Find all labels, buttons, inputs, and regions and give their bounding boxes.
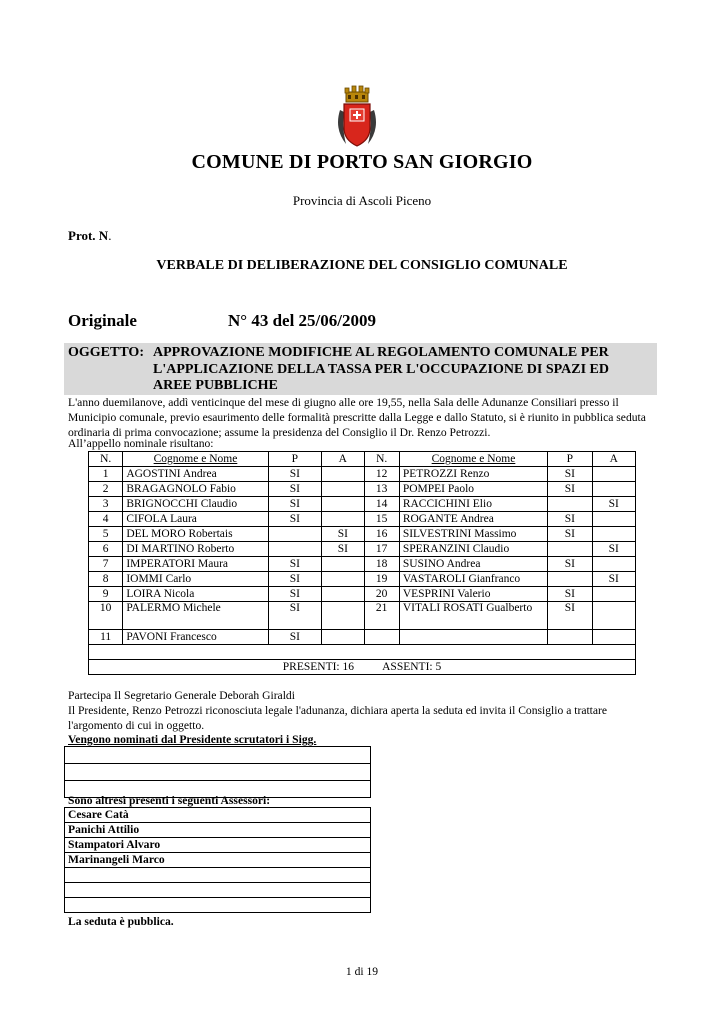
attendance-cell: SI — [268, 602, 321, 630]
attendance-cell: SI — [322, 527, 364, 542]
header-cell: N. — [89, 452, 123, 467]
attendance-cell: SI — [592, 542, 635, 557]
oggetto-line-1: APPROVAZIONE MODIFICHE AL REGOLAMENTO COMUNALE PER — [153, 345, 609, 360]
protocol-number — [68, 228, 111, 244]
scrutatore-cell — [65, 747, 371, 764]
attendance-cell: SI — [268, 467, 321, 482]
assessori-label: Sono altresì presenti i seguenti Assessori: — [68, 794, 271, 807]
attendance-summary-row — [89, 660, 636, 675]
attendance-cell: 14 — [364, 497, 399, 512]
scrutatori-table — [64, 746, 371, 798]
attendance-cell: SI — [268, 497, 321, 512]
attendance-cell — [592, 630, 635, 645]
assessori-table — [64, 807, 371, 913]
assessore-name — [65, 868, 371, 883]
intro-paragraph: L'anno duemilanove, addì venticinque del mese di giugno alle ore 19,55, nella Sala delle Adunanze Consiliari presso il Municipio comunale, previo esaurimento delle formalità prescritte dalla Legge e dallo Statuto, si è riunito in pubblica seduta ordinaria di prima convocazione; assume la presidenza del Consiglio il Dr. Renzo Petrozzi. — [68, 396, 646, 439]
attendance-cell — [322, 557, 364, 572]
attendance-cell: SI — [548, 557, 592, 572]
header-cell: A — [322, 452, 364, 467]
page-title: COMUNE DI PORTO SAN GIORGIO — [191, 151, 533, 173]
attendance-cell: SI — [268, 630, 321, 645]
attendance-row — [89, 602, 636, 630]
attendance-cell: SI — [268, 557, 321, 572]
page-number: 1 di 19 — [345, 965, 379, 978]
assessore-row — [65, 853, 371, 868]
assessore-name: Marinangeli Marco — [65, 853, 371, 868]
scrutatore-cell — [65, 764, 371, 781]
attendance-row — [89, 572, 636, 587]
attendance-cell: 15 — [364, 512, 399, 527]
attendance-cell: 1 — [89, 467, 123, 482]
assessore-name — [65, 883, 371, 898]
attendance-cell — [548, 542, 592, 557]
attendance-row — [89, 557, 636, 572]
assessore-row — [65, 883, 371, 898]
attendance-cell: PALERMO Michele — [123, 602, 268, 630]
attendance-cell — [592, 527, 635, 542]
attendance-cell: BRIGNOCCHI Claudio — [123, 497, 268, 512]
attendance-cell: SI — [548, 602, 592, 630]
attendance-cell: 2 — [89, 482, 123, 497]
attendance-cell: SI — [268, 482, 321, 497]
assessore-row — [65, 868, 371, 883]
attendance-cell: 21 — [364, 602, 399, 630]
attendance-cell: SI — [592, 497, 635, 512]
attendance-row — [89, 587, 636, 602]
assessore-name — [65, 898, 371, 913]
public-session-note: La seduta è pubblica. — [68, 915, 174, 928]
attendance-cell — [548, 572, 592, 587]
assessore-row — [65, 898, 371, 913]
attendance-cell: SI — [548, 527, 592, 542]
attendance-cell — [592, 602, 635, 630]
attendance-cell: IOMMI Carlo — [123, 572, 268, 587]
attendance-table — [88, 451, 636, 675]
originale-label: Originale — [68, 311, 137, 330]
protocol-value: . — [108, 228, 112, 243]
attendance-cell: DI MARTINO Roberto — [123, 542, 268, 557]
attendance-cell: 8 — [89, 572, 123, 587]
header-cell: P — [548, 452, 592, 467]
document-heading: VERBALE DI DELIBERAZIONE DEL CONSIGLIO COMUNALE — [156, 258, 568, 273]
assessore-row — [65, 808, 371, 823]
appello-label: All’appello nominale risultano: — [68, 437, 214, 450]
attendance-cell — [399, 630, 547, 645]
attendance-cell: LOIRA Nicola — [123, 587, 268, 602]
protocol-label: Prot. N — [68, 228, 109, 243]
header-cell: P — [268, 452, 321, 467]
attendance-cell: SI — [592, 572, 635, 587]
attendance-cell — [322, 467, 364, 482]
attendance-header-row — [89, 452, 636, 467]
attendance-cell — [592, 587, 635, 602]
attendance-cell — [364, 630, 399, 645]
attendance-cell — [322, 512, 364, 527]
attendance-cell: VITALI ROSATI Gualberto — [399, 602, 547, 630]
attendance-cell — [268, 542, 321, 557]
header-cell: Cognome e Nome — [399, 452, 547, 467]
attendance-cell: SI — [322, 542, 364, 557]
attendance-cell: 19 — [364, 572, 399, 587]
attendance-cell: SI — [548, 587, 592, 602]
attendance-cell: 11 — [89, 630, 123, 645]
attendance-cell: POMPEI Paolo — [399, 482, 547, 497]
attendance-cell — [322, 482, 364, 497]
segretario-text — [68, 688, 658, 733]
attendance-cell — [592, 467, 635, 482]
attendance-cell: 4 — [89, 512, 123, 527]
attendance-cell: PETROZZI Renzo — [399, 467, 547, 482]
attendance-cell — [268, 527, 321, 542]
attendance-cell: 16 — [364, 527, 399, 542]
attendance-row — [89, 467, 636, 482]
attendance-cell: VESPRINI Valerio — [399, 587, 547, 602]
oggetto-text — [153, 345, 653, 395]
attendance-row — [89, 527, 636, 542]
attendance-empty-row — [89, 645, 636, 660]
attendance-row — [89, 482, 636, 497]
attendance-row — [89, 542, 636, 557]
province-subtitle: Provincia di Ascoli Piceno — [292, 193, 432, 208]
attendance-cell: 20 — [364, 587, 399, 602]
attendance-cell: 6 — [89, 542, 123, 557]
attendance-cell: SI — [268, 587, 321, 602]
assessore-name: Stampatori Alvaro — [65, 838, 371, 853]
scrutatore-row — [65, 764, 371, 781]
oggetto-line-2: L'APPLICAZIONE DELLA TASSA PER L'OCCUPAZIONE DI SPAZI ED — [153, 361, 609, 377]
header-cell: N. — [364, 452, 399, 467]
attendance-cell — [322, 572, 364, 587]
attendance-row — [89, 512, 636, 527]
attendance-cell: 9 — [89, 587, 123, 602]
attendance-cell: BRAGAGNOLO Fabio — [123, 482, 268, 497]
attendance-cell — [592, 512, 635, 527]
attendance-cell: 18 — [364, 557, 399, 572]
attendance-cell: SI — [548, 467, 592, 482]
scrutatori-label: Vengono nominati dal Presidente scrutatori i Sigg. — [68, 733, 317, 746]
header-cell: A — [592, 452, 635, 467]
attendance-cell: ROGANTE Andrea — [399, 512, 547, 527]
attendance-cell: RACCICHINI Elio — [399, 497, 547, 512]
attendance-cell: 17 — [364, 542, 399, 557]
attendance-cell — [322, 630, 364, 645]
attendance-cell: DEL MORO Robertais — [123, 527, 268, 542]
attendance-cell: 10 — [89, 602, 123, 630]
attendance-cell: 5 — [89, 527, 123, 542]
assessore-name: Cesare Catà — [65, 808, 371, 823]
attendance-row — [89, 497, 636, 512]
attendance-cell: 13 — [364, 482, 399, 497]
attendance-cell: SI — [548, 512, 592, 527]
attendance-cell: 7 — [89, 557, 123, 572]
presidente-paragraph: Il Presidente, Renzo Petrozzi riconosciuta legale l'adunanza, dichiara aperta la seduta ed invita il Consiglio a trattare l'argomento di cui in oggetto. — [68, 704, 608, 732]
segretario-line: Partecipa Il Segretario Generale Deborah Giraldi — [68, 689, 295, 702]
attendance-cell — [592, 482, 635, 497]
attendance-cell: SPERANZINI Claudio — [399, 542, 547, 557]
oggetto-label: OGGETTO: — [68, 345, 144, 360]
attendance-cell: 12 — [364, 467, 399, 482]
scrutatore-row — [65, 747, 371, 764]
attendance-cell: PAVONI Francesco — [123, 630, 268, 645]
assessore-name: Panichi Attilio — [65, 823, 371, 838]
attendance-cell: SI — [268, 512, 321, 527]
attendance-cell — [322, 602, 364, 630]
coat-of-arms-icon — [332, 84, 382, 152]
oggetto-line-3: AREE PUBBLICHE — [153, 378, 278, 393]
header-cell: Cognome e Nome — [123, 452, 268, 467]
attendance-cell: IMPERATORI Maura — [123, 557, 268, 572]
attendance-cell — [548, 630, 592, 645]
attendance-cell — [322, 497, 364, 512]
assessore-row — [65, 823, 371, 838]
attendance-row — [89, 630, 636, 645]
attendance-cell — [322, 587, 364, 602]
attendance-cell: SI — [548, 482, 592, 497]
attendance-cell: SI — [268, 572, 321, 587]
attendance-cell: SUSINO Andrea — [399, 557, 547, 572]
deliberation-number: N° 43 del 25/06/2009 — [228, 311, 376, 330]
attendance-cell — [548, 497, 592, 512]
attendance-cell: AGOSTINI Andrea — [123, 467, 268, 482]
attendance-cell: 3 — [89, 497, 123, 512]
attendance-summary: PRESENTI: 16 ASSENTI: 5 — [89, 660, 636, 675]
attendance-cell — [592, 557, 635, 572]
attendance-cell: VASTAROLI Gianfranco — [399, 572, 547, 587]
attendance-cell: SILVESTRINI Massimo — [399, 527, 547, 542]
attendance-cell: CIFOLA Laura — [123, 512, 268, 527]
assessore-row — [65, 838, 371, 853]
